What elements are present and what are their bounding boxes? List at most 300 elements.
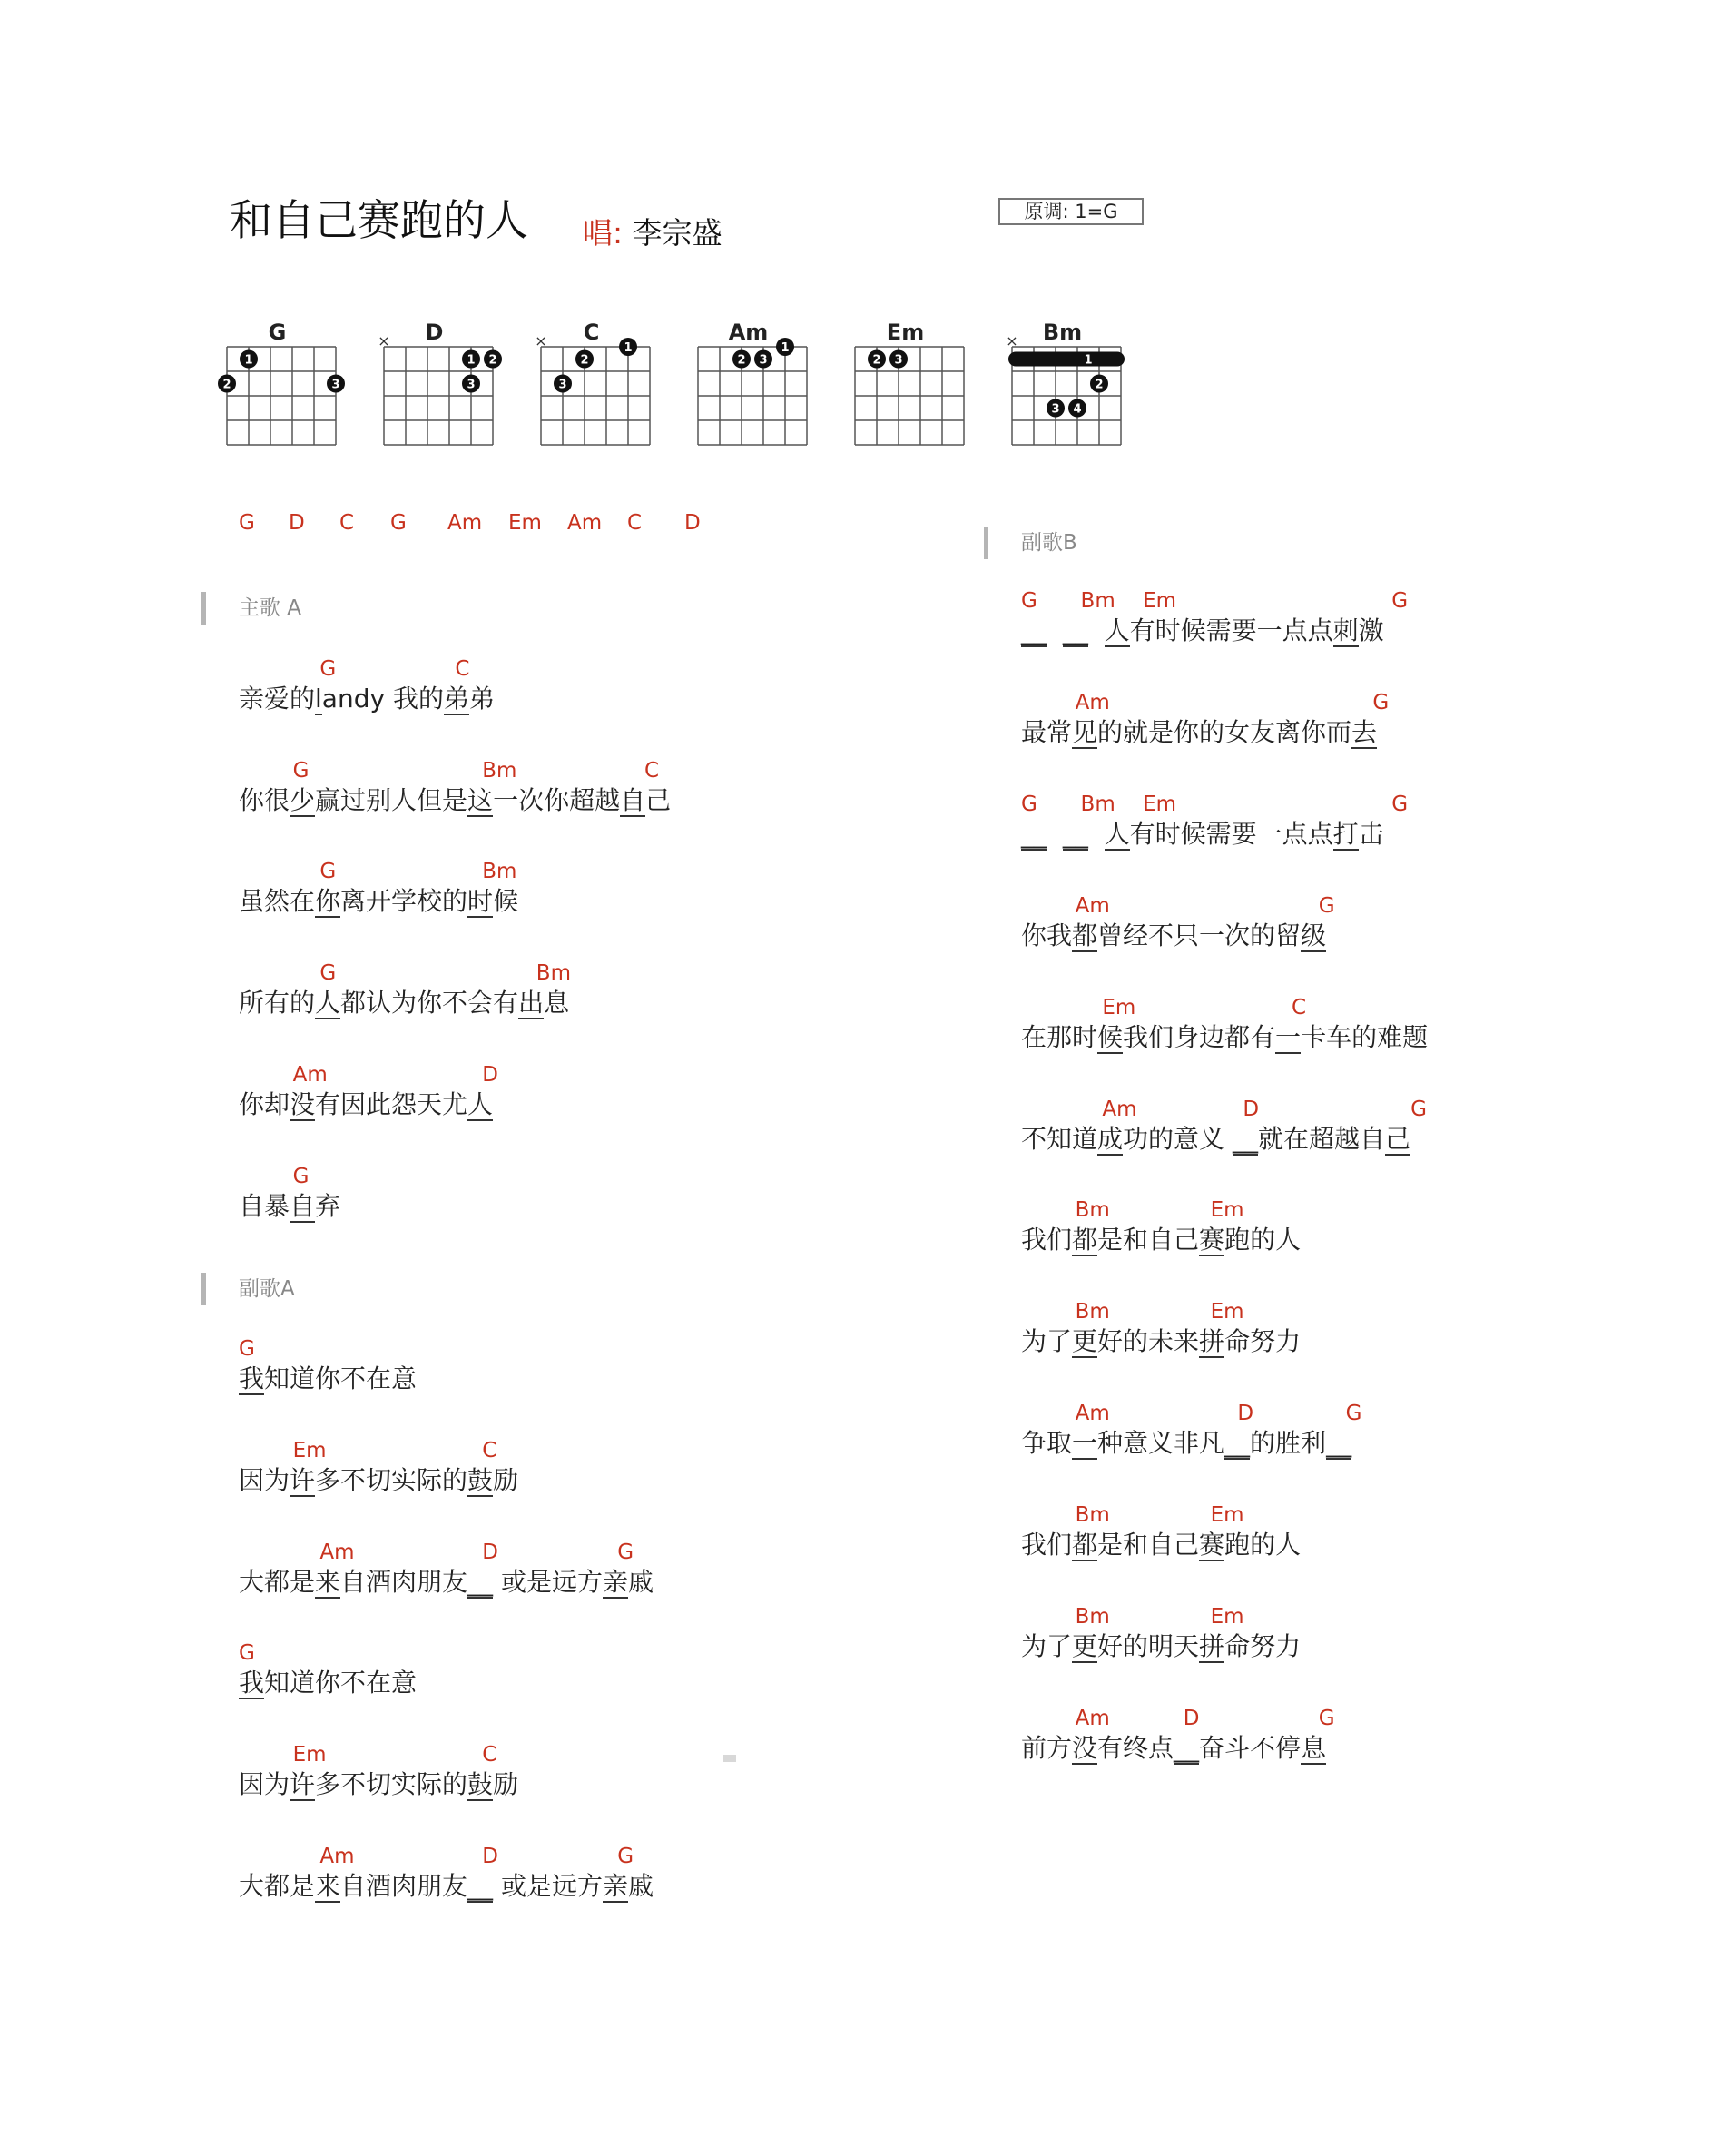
chord-anchor-syllable: 亲 — [602, 1567, 628, 1597]
chord-grid — [216, 336, 339, 454]
lyric-segment: 有时候需要一点点 — [1129, 819, 1333, 849]
intro-chord: Am — [567, 511, 603, 535]
chord-row — [1021, 1200, 1511, 1224]
chord-row — [239, 963, 729, 987]
chord-anchor-syllable: 许 — [290, 1465, 316, 1495]
chord-anchor-syllable: 你 — [315, 886, 341, 916]
lyric-line — [1021, 1505, 1511, 1560]
lyric-segment: 命努力 — [1224, 1326, 1302, 1356]
chord-label: G — [1318, 1707, 1335, 1730]
finger-number: 1 — [781, 341, 790, 355]
chord-label: G — [1021, 793, 1037, 816]
lyric-segment: 跑的人 — [1224, 1225, 1302, 1255]
chord-label: Bm — [1075, 1503, 1110, 1527]
chord-label: G — [319, 860, 337, 883]
chord-anchor-syllable: __ — [1174, 1733, 1200, 1763]
chord-anchor-syllable: 息 — [1301, 1733, 1327, 1763]
chord-label: D — [482, 1541, 498, 1564]
chord-label: D — [482, 1845, 498, 1868]
chord-row — [239, 1065, 729, 1088]
chord-diagram-c — [530, 318, 653, 454]
lyric-segment: 不知道 — [1021, 1124, 1098, 1154]
lyric-text — [1021, 1227, 1301, 1253]
chord-anchor-syllable: __ — [1326, 1428, 1352, 1458]
lyric-segment: 励 — [493, 1769, 519, 1799]
lyric-segment: 跑的人 — [1224, 1530, 1302, 1560]
chord-label: C — [455, 657, 470, 681]
lyric-text — [239, 1871, 654, 1901]
chord-label: Em — [1210, 1605, 1244, 1629]
lyric-segment — [1047, 819, 1063, 849]
lyric-segment: 自暴 — [239, 1191, 290, 1221]
chord-label: C — [482, 1743, 497, 1767]
chord-diagram-am — [687, 318, 810, 454]
lyric-text — [1021, 1428, 1352, 1458]
lyric-text — [239, 1769, 519, 1799]
lyric-segment: 因为 — [239, 1769, 290, 1799]
lyric-segment: 在那时 — [1021, 1022, 1098, 1052]
chord-anchor-syllable: 都 — [1072, 1530, 1098, 1560]
chord-label: Am — [1075, 894, 1110, 918]
chord-anchor-syllable: __ — [1062, 819, 1088, 849]
chord-diagram-g — [216, 318, 339, 454]
chord-anchor-syllable: 少 — [290, 785, 316, 815]
chord-row — [239, 1441, 729, 1464]
chord-diagram-bm — [1001, 318, 1124, 454]
lyric-segment: 就在超越自 — [1257, 1124, 1385, 1154]
chord-anchor-syllable: __ — [1021, 819, 1047, 849]
chord-anchor-syllable: 都 — [1072, 1225, 1098, 1255]
chord-label: Bm — [1075, 1198, 1110, 1222]
chord-row — [239, 659, 729, 683]
chord-anchor-syllable: 自 — [290, 1191, 316, 1221]
chord-label: Am — [1075, 1402, 1110, 1425]
intro-chord: G — [239, 511, 255, 535]
lyric-segment: 是和自己 — [1097, 1225, 1200, 1255]
lyric-segment: 是和自己 — [1097, 1530, 1200, 1560]
chord-anchor-syllable: 级 — [1301, 920, 1327, 950]
chord-label: Bm — [536, 961, 571, 985]
muted-string-mark: × — [535, 332, 547, 349]
chord-label: G — [617, 1845, 634, 1868]
chord-anchor-syllable: 成 — [1097, 1124, 1124, 1154]
finger-number: 3 — [1051, 402, 1060, 417]
finger-number: 2 — [1095, 378, 1104, 392]
lyric-line — [1021, 693, 1511, 747]
finger-number: 1 — [244, 353, 253, 368]
lyric-line — [239, 659, 729, 714]
chord-label: Em — [1143, 793, 1177, 816]
lyric-segment: 功的意义 — [1123, 1124, 1233, 1154]
lyric-segment: 的就是你的女友离你而 — [1097, 717, 1352, 747]
chord-anchor-syllable: 一 — [1072, 1428, 1098, 1458]
lyric-segment: 前方 — [1021, 1733, 1073, 1763]
lyric-text — [1021, 717, 1378, 747]
lyric-text — [1021, 1631, 1302, 1661]
lyric-segment: 候 — [493, 886, 519, 916]
chord-row — [1021, 1607, 1511, 1630]
lyric-segment: 奋斗不停 — [1199, 1733, 1302, 1763]
chord-diagram-d — [373, 318, 496, 454]
lyric-segment: 你我 — [1021, 920, 1073, 950]
chord-anchor-syllable: 拼 — [1199, 1631, 1225, 1661]
finger-number: 2 — [222, 378, 231, 392]
chord-label: Bm — [1080, 793, 1115, 816]
lyric-line — [1021, 1200, 1511, 1255]
chord-label: Bm — [1075, 1300, 1110, 1324]
lyric-segment — [1088, 615, 1105, 645]
finger-number: 2 — [872, 353, 881, 368]
lyric-segment: 你很 — [239, 785, 290, 815]
chord-label: C — [644, 759, 660, 783]
lyric-segment: 所有的 — [239, 988, 316, 1018]
chord-anchor-syllable: 鼓 — [467, 1465, 494, 1495]
lyric-segment: 最常 — [1021, 717, 1073, 747]
lyric-line — [239, 1339, 729, 1393]
fretboard-lines — [541, 347, 650, 445]
chord-row — [1021, 591, 1511, 615]
chord-name: D — [425, 320, 444, 345]
lyric-line — [239, 861, 729, 916]
lyric-line — [239, 1167, 729, 1221]
singer-name: 李宗盛 — [632, 215, 722, 251]
chord-row — [1021, 1505, 1511, 1529]
chord-anchor-syllable: 没 — [1072, 1733, 1098, 1763]
lyric-segment: 卡车的难题 — [1301, 1022, 1429, 1052]
chord-anchor-syllable: 见 — [1072, 717, 1098, 747]
lyric-segment: 有时候需要一点点 — [1129, 615, 1333, 645]
chord-row — [1021, 1708, 1511, 1732]
lyric-segment: 戚 — [627, 1567, 654, 1597]
lyric-text — [1021, 1326, 1302, 1356]
lyric-segment: 我们 — [1021, 1530, 1073, 1560]
chord-anchor-syllable: 人 — [1104, 819, 1130, 849]
chord-row — [1021, 896, 1511, 920]
lyric-segment: andy 我的 — [321, 684, 444, 714]
fretboard-lines — [698, 347, 807, 445]
lyric-line — [1021, 1302, 1511, 1356]
chord-label: G — [1318, 894, 1335, 918]
lyric-text — [1021, 1733, 1327, 1763]
lyric-line — [1021, 1099, 1511, 1154]
chord-row — [239, 1542, 729, 1566]
lyric-line — [239, 761, 729, 815]
lyric-segment: 大都是 — [239, 1871, 316, 1901]
section-header: 主歌 A — [201, 592, 301, 625]
intro-chord: G — [390, 511, 407, 535]
intro-chord: C — [627, 511, 643, 535]
chord-label: G — [1410, 1098, 1427, 1121]
chord-diagram-em — [844, 318, 967, 454]
chord-anchor-syllable: 赛 — [1199, 1225, 1225, 1255]
chord-label: Em — [292, 1743, 327, 1767]
finger-number: 3 — [894, 353, 903, 368]
chord-row — [1021, 998, 1511, 1021]
lyric-text — [239, 1670, 417, 1696]
lyric-line — [239, 1846, 729, 1901]
finger-number: 1 — [467, 353, 476, 368]
chord-row — [1021, 794, 1511, 818]
lyric-line — [1021, 1607, 1511, 1661]
chord-anchor-syllable: 去 — [1351, 717, 1378, 747]
lyric-segment: 命努力 — [1224, 1631, 1302, 1661]
chord-label: G — [617, 1541, 634, 1564]
lyric-segment: 大都是 — [239, 1567, 316, 1597]
chord-label: Bm — [1075, 1605, 1110, 1629]
chord-label: Em — [1102, 996, 1136, 1019]
lyric-segment: 的胜利 — [1250, 1428, 1327, 1458]
chord-label: G — [1391, 793, 1409, 816]
lyric-segment: 为了 — [1021, 1326, 1073, 1356]
chord-anchor-syllable: 鼓 — [467, 1769, 494, 1799]
intro-chords — [239, 513, 747, 540]
lyric-segment: 击 — [1358, 819, 1384, 849]
chord-anchor-syllable: 刺 — [1332, 615, 1359, 645]
lyric-text — [239, 1191, 341, 1221]
singer-label: 唱: — [583, 215, 624, 251]
lyric-segment: 多不切实际的 — [315, 1769, 468, 1799]
chord-label: Am — [319, 1845, 355, 1868]
chord-label: Em — [1210, 1198, 1244, 1222]
lyric-text — [239, 785, 672, 815]
chord-anchor-syllable: __ — [1224, 1428, 1251, 1458]
lyric-text — [1021, 819, 1384, 849]
chord-label: Am — [1102, 1098, 1137, 1121]
chord-anchor-syllable: 没 — [290, 1089, 316, 1119]
lyric-line — [1021, 794, 1511, 849]
lyric-segment: 种意义非凡 — [1097, 1428, 1225, 1458]
lyric-segment: 曾经不只一次的留 — [1097, 920, 1302, 950]
lyric-segment: 都认为你不会有 — [340, 988, 519, 1018]
lyric-segment: 激 — [1358, 615, 1384, 645]
original-key-box: 原调: 1=G — [998, 198, 1144, 225]
muted-string-mark: × — [378, 332, 390, 349]
chord-name: Bm — [1042, 320, 1083, 345]
lyric-line — [239, 963, 729, 1018]
chord-anchor-syllable: 己 — [1384, 1124, 1410, 1154]
intro-chord: Em — [508, 511, 542, 535]
chord-anchor-syllable: 人 — [1104, 615, 1130, 645]
chord-label: Am — [1075, 691, 1110, 714]
lyric-text — [239, 1363, 418, 1393]
chord-label: G — [239, 1641, 255, 1665]
chord-label: G — [1391, 589, 1409, 613]
lyric-segment: 自酒肉朋友 — [340, 1871, 468, 1901]
lyric-text — [1021, 1124, 1410, 1154]
lyric-segment: 多不切实际的 — [315, 1465, 468, 1495]
lyric-segment: 有终点 — [1097, 1733, 1174, 1763]
lyric-line — [239, 1745, 729, 1799]
chord-anchor-syllable: __ — [1021, 615, 1047, 645]
lyric-text — [239, 1089, 494, 1119]
chord-grid — [687, 336, 810, 454]
chord-grid — [530, 332, 653, 454]
lyric-text — [239, 990, 569, 1016]
chord-label: G — [1372, 691, 1390, 714]
lyric-line — [1021, 998, 1511, 1052]
lyric-segment: 或是远方 — [493, 1871, 603, 1901]
chord-name: Am — [728, 320, 769, 345]
chord-anchor-syllable: 更 — [1072, 1631, 1098, 1661]
lyric-segment: 赢过别人但是 — [315, 785, 468, 815]
barre-finger-number: 1 — [1084, 353, 1093, 368]
lyric-text — [239, 1465, 519, 1495]
chord-anchor-syllable: 我 — [239, 1668, 265, 1698]
lyric-segment: 好的明天 — [1097, 1631, 1200, 1661]
chord-name: C — [583, 320, 600, 345]
chord-label: Em — [292, 1439, 327, 1462]
lyric-segment: 好的未来 — [1097, 1326, 1200, 1356]
chord-anchor-syllable: l — [315, 684, 322, 714]
lyric-segment: 离开学校的 — [340, 886, 468, 916]
chord-label: C — [1292, 996, 1307, 1019]
finger-number: 4 — [1073, 402, 1082, 417]
lyric-line — [1021, 896, 1511, 950]
lyric-line — [239, 1441, 729, 1495]
lyric-line — [1021, 591, 1511, 645]
chord-label: Em — [1210, 1503, 1244, 1527]
barre-bar — [1008, 352, 1125, 367]
lyric-segment: 我们 — [1021, 1225, 1073, 1255]
finger-number: 3 — [558, 378, 567, 392]
lyric-line — [239, 1065, 729, 1119]
chord-anchor-syllable: __ — [1232, 1124, 1258, 1154]
lyric-segment: 虽然在 — [239, 886, 316, 916]
chord-anchor-syllable: 更 — [1072, 1326, 1098, 1356]
chord-label: G — [292, 759, 310, 783]
lyric-line — [1021, 1403, 1511, 1458]
chord-anchor-syllable: 赛 — [1199, 1530, 1225, 1560]
lyric-segment: 励 — [493, 1465, 519, 1495]
lyric-segment: 弃 — [315, 1191, 341, 1221]
chord-grid — [373, 332, 497, 454]
lyric-segment: 为了 — [1021, 1631, 1073, 1661]
finger-number: 1 — [624, 341, 633, 355]
section-header: 副歌A — [201, 1273, 295, 1305]
chord-anchor-syllable: 这 — [467, 785, 494, 815]
singer-info — [583, 215, 722, 251]
intro-chord: D — [684, 511, 701, 535]
chord-anchor-syllable: 人 — [315, 988, 341, 1018]
chord-anchor-syllable: 来 — [315, 1871, 341, 1901]
chord-anchor-syllable: 出 — [518, 988, 545, 1018]
lyric-text — [239, 886, 519, 916]
lyric-segment: 争取 — [1021, 1428, 1073, 1458]
chord-anchor-syllable: 自 — [620, 785, 646, 815]
intro-chord: Am — [447, 511, 483, 535]
chord-row — [1021, 1403, 1511, 1427]
chord-grid — [844, 336, 967, 454]
chord-label: G — [1345, 1402, 1362, 1425]
chord-label: Am — [1075, 1707, 1110, 1730]
muted-string-mark: × — [1006, 332, 1018, 349]
section-header: 副歌B — [984, 527, 1077, 559]
chord-label: D — [1243, 1098, 1260, 1121]
lyric-segment — [1088, 819, 1105, 849]
chord-row — [239, 861, 729, 885]
chord-label: Bm — [482, 860, 517, 883]
lyric-text — [1021, 920, 1327, 950]
chord-anchor-syllable: 来 — [315, 1567, 341, 1597]
lyric-line — [1021, 1708, 1511, 1763]
chord-label: C — [482, 1439, 497, 1462]
lyric-line — [239, 1643, 729, 1698]
lyric-segment: 息 — [544, 988, 570, 1018]
chord-name: Em — [886, 320, 925, 345]
chord-anchor-syllable: 许 — [290, 1769, 316, 1799]
lyric-segment — [1047, 615, 1063, 645]
chord-row — [239, 1745, 729, 1768]
chord-label: D — [482, 1063, 498, 1087]
chord-anchor-syllable: 都 — [1072, 920, 1098, 950]
chord-row — [239, 1339, 729, 1363]
chord-anchor-syllable: 人 — [467, 1089, 494, 1119]
lyric-segment: 因为 — [239, 1465, 290, 1495]
intro-chord: D — [289, 511, 305, 535]
chord-label: Bm — [482, 759, 517, 783]
lyric-segment: 自酒肉朋友 — [340, 1567, 468, 1597]
lyric-text — [239, 686, 495, 712]
lyric-segment: 我们身边都有 — [1123, 1022, 1276, 1052]
chord-anchor-syllable: 我 — [239, 1363, 265, 1393]
finger-number: 2 — [488, 353, 497, 368]
lyric-segment: 亲爱的 — [239, 684, 316, 714]
intro-chord: C — [339, 511, 355, 535]
lyric-segment: 你却 — [239, 1089, 290, 1119]
chord-anchor-syllable: __ — [1062, 615, 1088, 645]
chord-row — [239, 1167, 729, 1190]
song-title: 和自己赛跑的人 — [230, 196, 528, 246]
chord-anchor-syllable: 候 — [1097, 1022, 1124, 1052]
chord-label: G — [292, 1165, 310, 1188]
chord-anchor-syllable: 亲 — [602, 1871, 628, 1901]
chord-label: Bm — [1080, 589, 1115, 613]
lyric-segment: 弟 — [468, 684, 495, 714]
lyric-segment: 一次你超越 — [493, 785, 621, 815]
chord-anchor-syllable: 一 — [1275, 1022, 1302, 1052]
chord-anchor-syllable: 拼 — [1199, 1326, 1225, 1356]
chord-label: Am — [292, 1063, 328, 1087]
finger-number: 2 — [580, 353, 589, 368]
lyric-segment: 己 — [645, 785, 672, 815]
chord-row — [1021, 1302, 1511, 1325]
chord-row — [239, 1643, 729, 1667]
chord-anchor-syllable: __ — [467, 1567, 494, 1597]
chord-anchor-syllable: 时 — [467, 886, 494, 916]
chord-label: Em — [1210, 1300, 1244, 1324]
chord-label: G — [239, 1337, 255, 1361]
finger-number: 3 — [331, 378, 340, 392]
lyric-segment: 知道你不在意 — [264, 1363, 418, 1393]
lyric-text — [239, 1567, 654, 1597]
chord-label: D — [1237, 1402, 1254, 1425]
lyric-line — [239, 1542, 729, 1597]
lyric-segment: 戚 — [627, 1871, 654, 1901]
finger-number: 3 — [759, 353, 768, 368]
chord-name: G — [268, 320, 287, 345]
lyric-text — [1021, 1022, 1429, 1052]
chord-row — [239, 761, 729, 784]
lyric-segment: 有因此怨天尤 — [315, 1089, 468, 1119]
chord-row — [1021, 693, 1511, 716]
chord-anchor-syllable: 打 — [1332, 819, 1359, 849]
chord-row — [1021, 1099, 1511, 1123]
stray-mark — [723, 1755, 736, 1762]
chord-anchor-syllable: 弟 — [443, 684, 469, 714]
lyric-text — [1021, 615, 1384, 645]
lyric-segment: 或是远方 — [493, 1567, 603, 1597]
lyric-segment: 知道你不在意 — [264, 1668, 418, 1698]
